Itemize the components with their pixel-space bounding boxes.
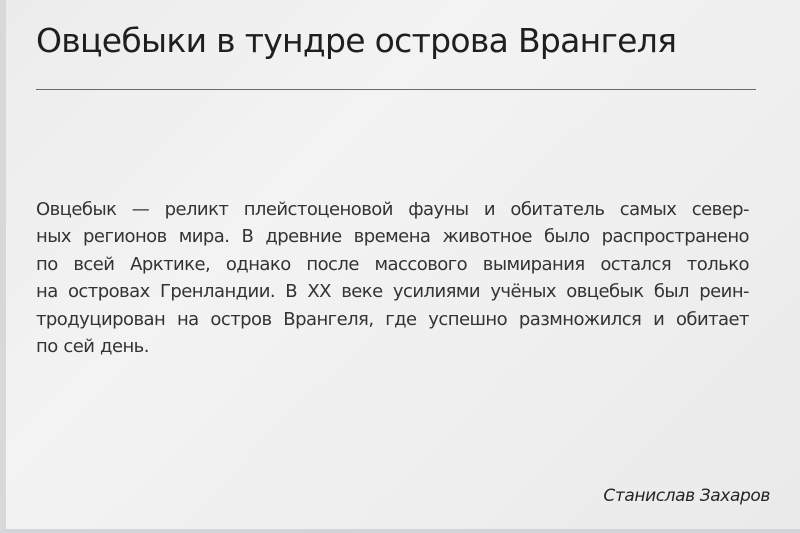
body-line: по всей Арктике, однако после массового вымирания остался только	[36, 253, 749, 275]
label-title: Овцебыки в тундре острова Врангеля	[36, 21, 677, 60]
body-line: по сей день.	[36, 336, 149, 358]
body-line: ных регионов мира. В древние времена животное было распространено	[36, 226, 749, 248]
body-line: на островах Гренландии. В XX веке усилиями учёных овцебык был реин-	[36, 281, 749, 303]
body-line: Овцебык — реликт плейстоценовой фауны и обитатель самых север-	[36, 199, 749, 220]
author-name: Станислав Захаров	[603, 486, 770, 506]
title-divider	[36, 89, 756, 90]
label-body-text	[36, 196, 749, 360]
body-line: тродуцирован на остров Врангеля, где успешно размножился и обитает	[36, 308, 749, 330]
